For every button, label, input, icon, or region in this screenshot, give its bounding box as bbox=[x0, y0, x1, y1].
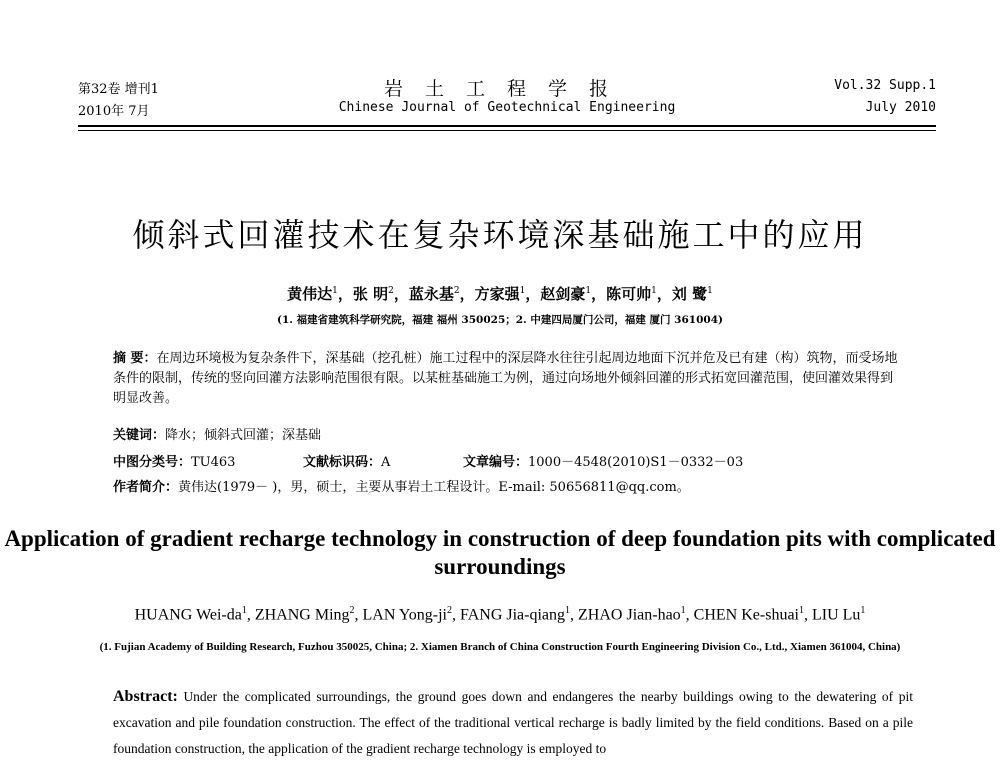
keywords-line bbox=[113, 424, 321, 443]
author-affiliation-marker: 1 bbox=[332, 286, 338, 296]
article-title-cn: 倾斜式回灌技术在复杂环境深基础施工中的应用 bbox=[132, 216, 868, 254]
author-affiliation-marker: 1 bbox=[707, 286, 713, 296]
abstract-en-text: Under the complicated surroundings, the ground goes down and endangeres the nearby buildings owing to the dewatering of pit excavation and pile foundation construction. The effect of the traditional vertical recharge is badly limited by the field conditions. Based on a pile foundation construction, the application of the gradient recharge technology is employed to bbox=[113, 689, 913, 756]
author-name: LIU Lu bbox=[811, 606, 861, 624]
article-title-en: Application of gradient recharge technology in construction of deep foundation pits with complicated surroundings bbox=[4, 526, 996, 579]
keywords-label: 关键词： bbox=[113, 428, 166, 443]
abstract-en bbox=[113, 684, 913, 762]
author-name: 张 明 bbox=[352, 285, 389, 303]
bio-text: 黄伟达(1979－ )，男，硕士，主要从事岩土工程设计。E-mail: 50656811@qq.com。 bbox=[178, 480, 690, 495]
author-name: 陈可帅 bbox=[606, 285, 652, 303]
journal-header bbox=[78, 78, 936, 128]
article-no-label: 文章编号： bbox=[463, 455, 529, 470]
header-rule-thick bbox=[78, 125, 936, 127]
author-affiliation-marker: 1 bbox=[519, 286, 526, 296]
author-affiliation-marker: 2 bbox=[388, 286, 394, 296]
author-name: FANG Jia-qiang bbox=[460, 606, 566, 624]
volume-issue-cn: 第32卷 增刊1 bbox=[78, 82, 159, 97]
author-name: CHEN Ke-shuai bbox=[693, 606, 799, 624]
author-name: 赵剑豪 bbox=[540, 285, 586, 303]
author-affiliation-marker: 1 bbox=[651, 286, 657, 296]
author-affiliation-marker: 2 bbox=[453, 286, 460, 296]
keywords-text: 降水；倾斜式回灌；深基础 bbox=[165, 428, 322, 443]
journal-title-cn: 岩土工程学报 bbox=[383, 78, 630, 100]
clc-value: TU463 bbox=[191, 455, 236, 470]
author-affiliation-marker: 2 bbox=[447, 605, 452, 616]
author-affiliation-marker: 2 bbox=[349, 605, 355, 616]
author-name: 黄伟达 bbox=[287, 285, 333, 303]
abstract-cn-label: 摘 要： bbox=[113, 351, 157, 366]
bio-label: 作者简介： bbox=[113, 480, 179, 495]
affiliation-cn: (1. 福建省建筑科学研究院，福建 福州 350025；2. 中建四局厦门公司，福建 厦门 361004) bbox=[277, 314, 723, 326]
header-rule-thin bbox=[78, 130, 936, 131]
abstract-cn bbox=[113, 349, 903, 409]
article-no-value: 1000－4548(2010)S1－0332－03 bbox=[528, 455, 744, 470]
author-name: HUANG Wei-da bbox=[134, 606, 242, 624]
author-name: 蓝永基 bbox=[408, 285, 454, 303]
author-list-en: HUANG Wei-$da^1$, ZHANG Ming$^2$, LAN Yong-$ji^2$, FANG Jia-qiang$^1$, ZHAO Jian-hao$^1$, CHEN Ke-shuai$^1$, LIU Lu$^1$ bbox=[134, 605, 866, 624]
classification-line bbox=[113, 451, 913, 471]
doc-code-label: 文献标识码： bbox=[303, 455, 382, 470]
abstract-cn-text: 在周边环境极为复杂条件下，深基础（挖孔桩）施工过程中的深层降水往往引起周边地面下沉并危及已有建（构）筑物，而受场地条件的限制，传统的竖向回灌方法影响范围很有限。以某桩基础施工为例，通过向场地外倾斜回灌的形式拓宽回灌范围，使回灌效果得到明显改善。 bbox=[113, 351, 898, 406]
author-name: ZHAO Jian-hao bbox=[578, 606, 681, 624]
clc-label: 中图分类号： bbox=[113, 455, 192, 470]
author-affiliation-marker: 1 bbox=[585, 286, 592, 296]
abstract-en-label: Abstract: bbox=[113, 688, 178, 705]
author-affiliation-marker: 1 bbox=[241, 605, 247, 616]
affiliation-en: (1. Fujian Academy of Building Research, Fuzhou 350025, China; 2. Xiamen Branch of China Construction Fourth Engineering Division Co., Ltd., Xiamen 361004, China) bbox=[99, 641, 901, 653]
author-name: 刘 鹭 bbox=[671, 285, 708, 303]
author-name: ZHANG Ming bbox=[254, 606, 350, 624]
author-affiliation-marker: 1 bbox=[565, 605, 571, 616]
author-name: LAN Yong-ji bbox=[362, 606, 447, 624]
volume-issue-en: Vol.32 Supp.1 bbox=[834, 78, 936, 93]
author-bio-line bbox=[113, 476, 690, 495]
author-name: 方家强 bbox=[474, 285, 520, 303]
journal-title-en: Chinese Journal of Geotechnical Engineering bbox=[338, 100, 676, 115]
publication-date-en: July 2010 bbox=[865, 100, 936, 115]
author-affiliation-marker: 1 bbox=[680, 605, 686, 616]
author-affiliation-marker: 1 bbox=[798, 605, 804, 616]
author-affiliation-marker: 1 bbox=[860, 605, 866, 616]
publication-date-cn: 2010年 7月 bbox=[78, 104, 150, 119]
author-list-cn: 黄伟达$^1$，张 明$^2$，蓝永基$^2$，方家强$^1$，赵剑豪$^1$，陈可帅$^1$，刘 鹭$^1$ bbox=[287, 285, 713, 303]
doc-code-value: A bbox=[381, 455, 391, 470]
